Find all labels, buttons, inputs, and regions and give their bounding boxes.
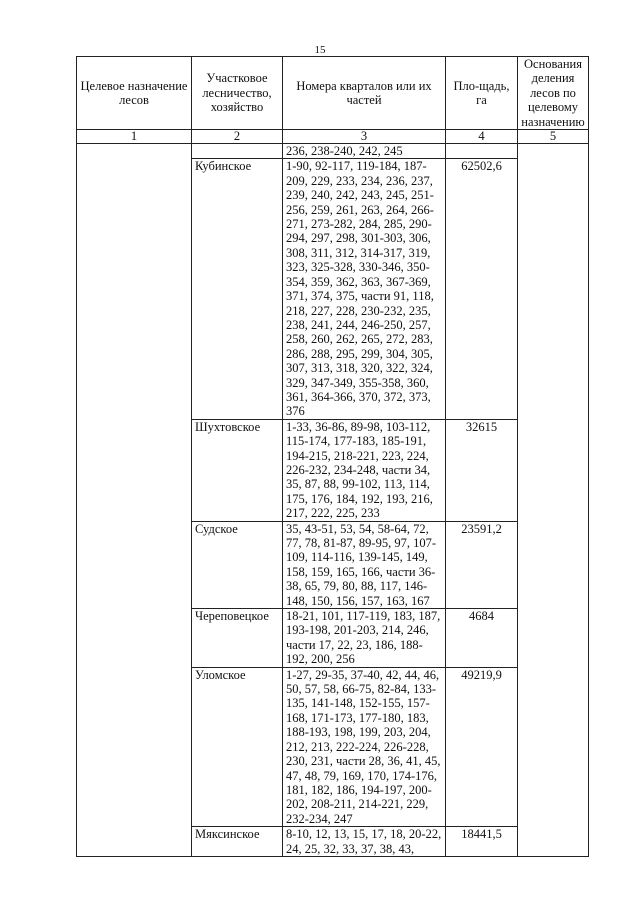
area-cell: 23591,2 — [446, 521, 518, 608]
quarters-cell: 1-90, 92-117, 119-184, 187-209, 229, 233, 234, 236, 237, 239, 240, 242, 243, 245, 251-256, 259, 261, 263, 264, 266-271, 273-282, 284, 285, 290-294, 297, 298, 301-303, 306, 308, 311, 312, 314-317, 319, 323, 325-328, 330-346, 350-354, 359, 362, 363, 367-369, 371, 374, 375, части 91, 118, 218, 227, 228, 230-232, 235, 238, 241, 244, 246-250, 257, 258, 260, 262, 265, 272, 283, 286, 288, 295, 299, 304, 305, 307, 313, 318, 320, 322, 324, 329, 347-349, 355-358, 360, 361, 364-366, 370, 372, 373, 376 — [283, 159, 446, 419]
header-quarters: Номера кварталов или их частей — [283, 57, 446, 130]
quarters-cell: 236, 238-240, 242, 245 — [283, 144, 446, 159]
area-cell: 49219,9 — [446, 667, 518, 826]
quarters-cell: 1-27, 29-35, 37-40, 42, 44, 46, 50, 57, 58, 66-75, 82-84, 133-135, 141-148, 152-155, 157-168, 171-173, 177-180, 183, 188-193, 198, 199, 203, 204, 212, 213, 222-224, 226-228, 230, 231, части 28, 36, 41, 45, 47, 48, 79, 169, 170, 174-176, 181, 182, 186, 194-197, 200-202, 208-211, 214-221, 229, 232-234, 247 — [283, 667, 446, 826]
district-cell: Череповецкое — [192, 609, 283, 668]
page-number: 15 — [314, 44, 326, 56]
district-cell: Шухтовское — [192, 419, 283, 521]
forest-purpose-table — [76, 56, 589, 857]
area-cell: 18441,5 — [446, 827, 518, 857]
column-number: 5 — [518, 130, 589, 144]
district-cell: Судское — [192, 521, 283, 608]
quarters-cell: 8-10, 12, 13, 15, 17, 18, 20-22, 24, 25, 32, 33, 37, 38, 43, — [283, 827, 446, 857]
table-header-row — [77, 57, 589, 130]
quarters-cell: 35, 43-51, 53, 54, 58-64, 72, 77, 78, 81-87, 89-95, 97, 107-109, 114-116, 139-145, 149, 158, 159, 165, 166, части 36-38, 65, 79, 80, 88, 117, 146-148, 150, 156, 157, 163, 167 — [283, 521, 446, 608]
district-cell: Кубинское — [192, 159, 283, 419]
purpose-cell — [77, 144, 192, 857]
header-district: Участковое лесничество, хозяйство — [192, 57, 283, 130]
column-number: 1 — [77, 130, 192, 144]
quarters-cell: 18-21, 101, 117-119, 183, 187, 193-198, 201-203, 214, 246, части 17, 22, 23, 186, 188-192, 200, 256 — [283, 609, 446, 668]
column-number: 3 — [283, 130, 446, 144]
column-number: 2 — [192, 130, 283, 144]
district-cell: Уломское — [192, 667, 283, 826]
header-area: Пло-щадь, га — [446, 57, 518, 130]
area-cell: 32615 — [446, 419, 518, 521]
basis-cell — [518, 144, 589, 857]
table-row-continuation — [77, 144, 589, 159]
district-cell — [192, 144, 283, 159]
column-numbers-row — [77, 130, 589, 144]
area-cell: 62502,6 — [446, 159, 518, 419]
column-number: 4 — [446, 130, 518, 144]
header-basis: Основания деления лесов по целевому назначению — [518, 57, 589, 130]
area-cell: 4684 — [446, 609, 518, 668]
district-cell: Мяксинское — [192, 827, 283, 857]
area-cell — [446, 144, 518, 159]
quarters-cell: 1-33, 36-86, 89-98, 103-112, 115-174, 177-183, 185-191, 194-215, 218-221, 223, 224, 226-232, 234-248, части 34, 35, 87, 88, 99-102, 113, 114, 175, 176, 184, 192, 193, 216, 217, 222, 225, 233 — [283, 419, 446, 521]
header-purpose: Целевое назначение лесов — [77, 57, 192, 130]
